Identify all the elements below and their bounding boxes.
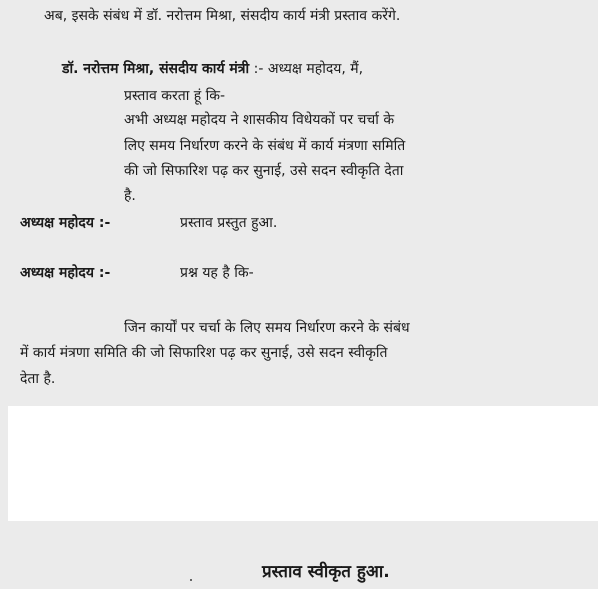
result-line: प्रस्ताव स्वीकृत हुआ. [262, 562, 390, 582]
proposal-line: अभी अध्यक्ष महोदय ने शासकीय विधेयकों पर चर्चा के [124, 112, 395, 128]
minister-speech-text: :- अध्यक्ष महोदय, मैं, [249, 61, 364, 77]
speaker-statement: प्रस्ताव प्रस्तुत हुआ. [180, 215, 278, 231]
intro-line: अब, इसके संबंध में डॉ. नरोत्तम मिश्रा, संसदीय कार्य मंत्री प्रस्ताव करेंगे. [44, 8, 401, 24]
speaker-statement: प्रश्न यह है कि- [180, 265, 254, 281]
blank-region [8, 406, 598, 521]
proposal-line: लिए समय निर्धारण करने के संबंध में कार्य मंत्रणा समिति [124, 138, 406, 154]
proposal-line: की जो सिफारिश पढ़ कर सुनाई, उसे सदन स्वीकृति देता [124, 163, 404, 179]
question-line: में कार्य मंत्रणा समिति की जो सिफारिश पढ़ कर सुनाई, उसे सदन स्वीकृति [20, 345, 388, 361]
speaker-label: अध्यक्ष महोदय :- [20, 215, 111, 231]
minister-speaker-label: डॉ. नरोत्तम मिश्रा, संसदीय कार्य मंत्री [62, 61, 250, 77]
speck-mark [190, 579, 192, 581]
minister-speech-continuation: प्रस्ताव करता हूं कि- [124, 88, 226, 104]
question-line: जिन कार्यों पर चर्चा के लिए समय निर्धारण करने के संबंध [124, 320, 410, 336]
question-line: देता है. [20, 371, 56, 387]
minister-speech-line [62, 60, 363, 78]
speaker-label: अध्यक्ष महोदय :- [20, 265, 111, 281]
proposal-line: है. [124, 188, 136, 204]
